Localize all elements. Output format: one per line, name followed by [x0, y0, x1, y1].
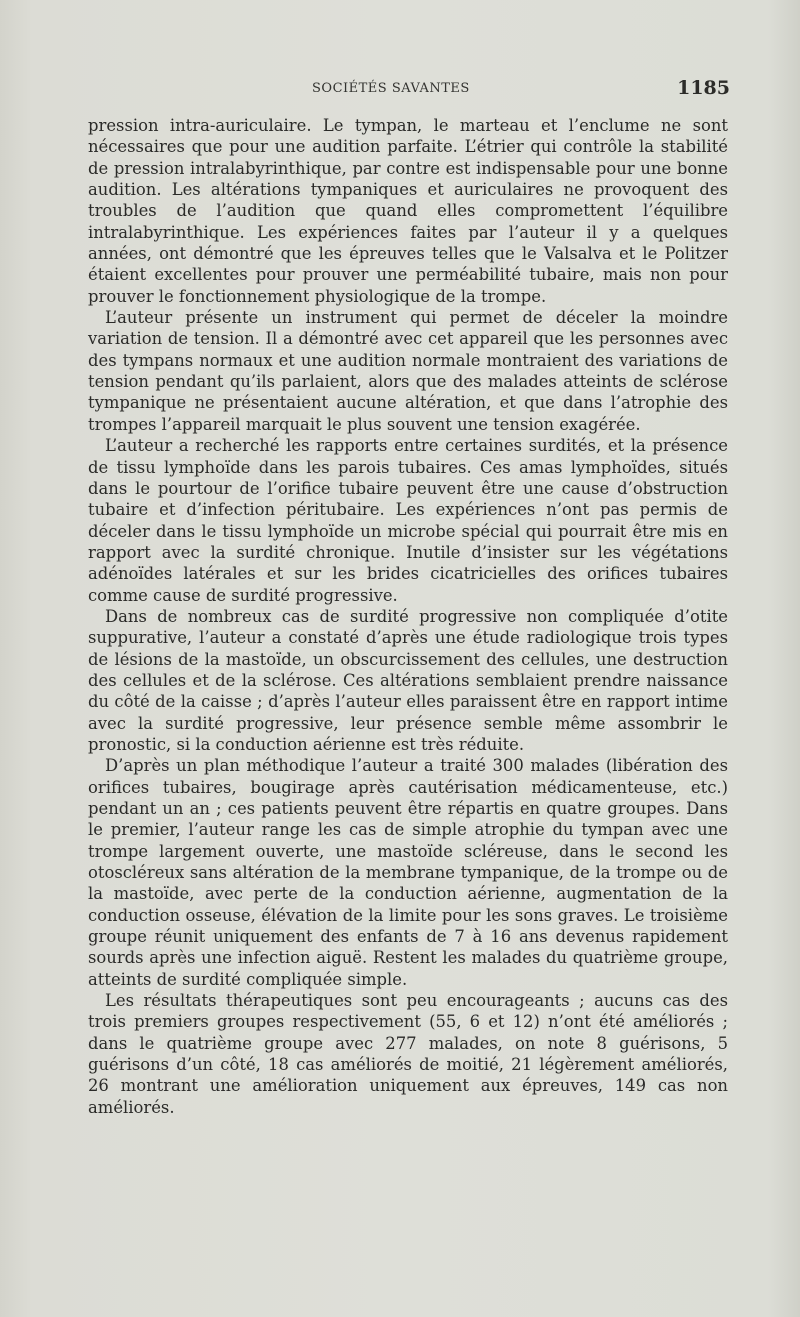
paragraph: Dans de nombreux cas de surdité progressive non compliquée d’otite suppurative, l’auteur a constaté d’après une étude radiologique trois types de lésions de la mastoïde, un obscurcissement des cellules, une destruction des cellules et de la sclérose. Ces altérations semblaient prendre naissance du côté de la caisse ; d’après l’auteur elles paraissent être en rapport intime avec la surdité progressive, leur présence semble même assombrir le pronostic, si la conduction aérienne est très réduite. — [88, 606, 728, 754]
page-number: 1185 — [677, 77, 730, 99]
body-text — [88, 115, 728, 1118]
section-title: SOCIÉTÉS SAVANTES — [312, 81, 470, 96]
paragraph: D’après un plan méthodique l’auteur a traité 300 malades (libération des orifices tubaires, bougirage après cautérisation médicamenteuse, etc.) pendant un an ; ces patients peuvent être répartis en quatre groupes. Dans le premier, l’auteur range les cas de simple atrophie du tympan avec une trompe largement ouverte, une mastoïde scléreuse, dans le second les otoscléreux sans altération de la membrane tympanique, de la trompe ou de la mastoïde, avec perte de la conduction aérienne, augmentation de la conduction osseuse, élévation de la limite pour les sons graves. Le troisième groupe réunit uniquement des enfants de 7 à 16 ans devenus rapidement sourds après une infection aiguë. Restent les malades du quatrième groupe, atteints de surdité compliquée simple. — [88, 756, 728, 989]
running-header — [88, 77, 728, 101]
paragraph: Les résultats thérapeutiques sont peu encourageants ; aucuns cas des trois premiers groupes respectivement (55, 6 et 12) n’ont été améliorés ; dans le quatrième groupe avec 277 malades, on note 8 guérisons, 5 guérisons d’un côté, 18 cas améliorés de moitié, 21 légèrement améliorés, 26 montrant une amélioration uniquement aux épreuves, 149 cas non améliorés. — [88, 991, 728, 1117]
paragraph: pression intra-auriculaire. Le tympan, le marteau et l’enclume ne sont nécessaires que pour une audition parfaite. L’étrier qui contrôle la stabilité de pression intralabyrinthique, par contre est indispensable pour une bonne audition. Les altérations tympaniques et auriculaires ne provoquent des troubles de l’audition que quand elles compromettent l’équilibre intralabyrinthique. Les expériences faites par l’auteur il y a quelques années, ont démontré que les épreuves telles que le Valsalva et le Politzer étaient excellentes pour prouver une perméabilité tubaire, mais non pour prouver le fonctionnement physiologique de la trompe. — [88, 116, 728, 306]
paragraph: L’auteur a recherché les rapports entre certaines surdités, et la présence de tissu lymphoïde dans les parois tubaires. Ces amas lymphoïdes, situés dans le pourtour de l’orifice tubaire peuvent être une cause d’obstruction tubaire et d’infection péritubaire. Les expériences n’ont pas permis de déceler dans le tissu lymphoïde un microbe spécial qui pourrait être mis en rapport avec la surdité chronique. Inutile d’insister sur les végétations adénoïdes latérales et sur les brides cicatricielles des orifices tubaires comme cause de surdité progressive. — [88, 436, 728, 605]
paragraph: L’auteur présente un instrument qui permet de déceler la moindre variation de tension. Il a démontré avec cet appareil que les personnes avec des tympans normaux et une audition normale montraient des variations de tension pendant qu’ils parlaient, alors que des malades atteints de sclérose tympanique ne présentaient aucune altération, et que dans l’atrophie des trompes l’appareil marquait le plus souvent une tension exagérée. — [88, 308, 728, 434]
